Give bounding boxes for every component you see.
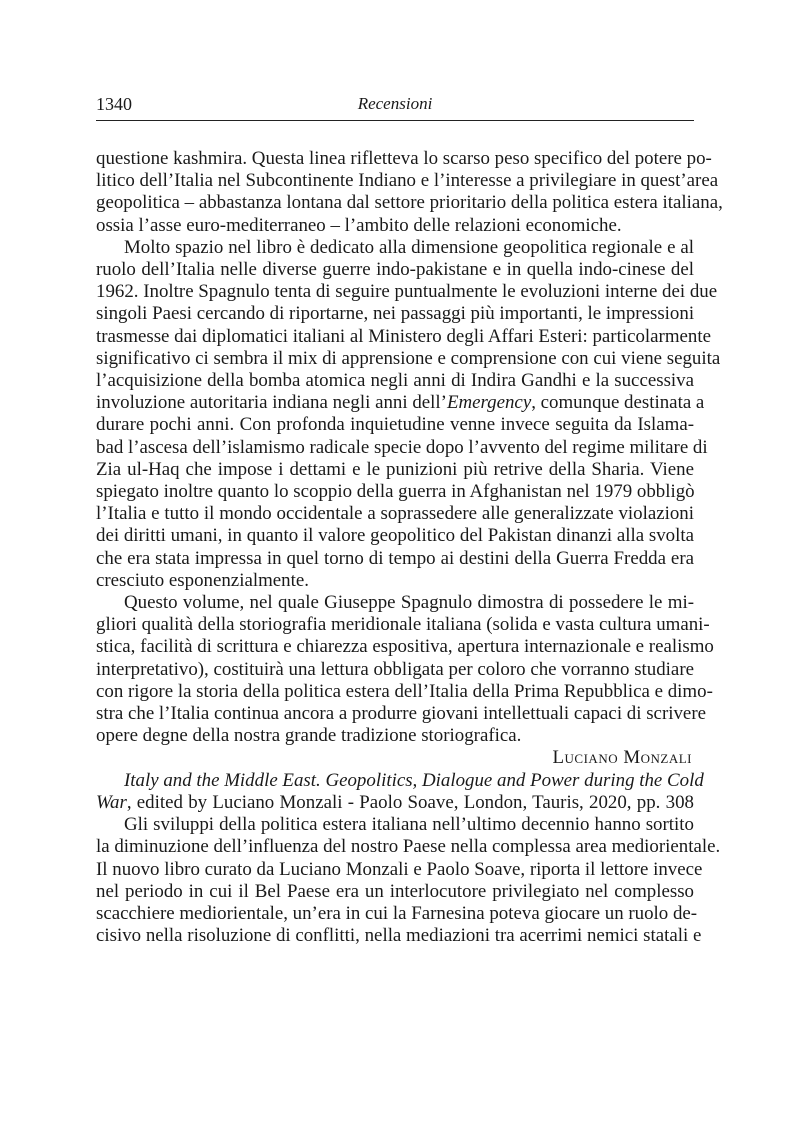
text-line: l’Italia e tutto il mondo occidentale a soprassedere alle generalizzate violazioni (96, 503, 694, 525)
book-title: Italy and the Middle East. Geopolitics, Dialogue and Power during the Cold (124, 769, 704, 791)
text-segment: involuzione autoritaria indiana negli anni dell’ (96, 392, 447, 414)
text-line: ruolo dell’Italia nelle diverse guerre indo-pakistane e in quella indo-cinese del (96, 259, 694, 281)
text-line (96, 392, 705, 414)
text-line: durare pochi anni. Con profonda inquietudine venne invece seguita da Islama- (96, 414, 694, 436)
text-line: trasmesse dai diplomatici italiani al Ministero degli Affari Esteri: particolarmente (96, 325, 711, 347)
text-segment: , comunque destinata a (531, 392, 705, 414)
text-line: interpretativo), costituirà una lettura obbligata per coloro che vorranno studiare (96, 658, 694, 680)
text-line: la diminuzione dell’influenza del nostro Paese nella complessa area mediorientale. (96, 836, 721, 858)
text-line: Gli sviluppi della politica estera italiana nell’ultimo decennio hanno sortito (124, 814, 694, 836)
text-line: Il nuovo libro curato da Luciano Monzali e Paolo Soave, riporta il lettore invece (96, 858, 703, 880)
paragraph-4 (96, 814, 721, 947)
text-line: dei diritti umani, in quanto il valore geopolitico del Pakistan dinanzi alla svolta (96, 525, 694, 547)
text-line: significativo ci sembra il mix di apprensione e comprensione con cui viene seguita (96, 347, 721, 369)
page-body (96, 148, 723, 947)
text-line: stica, facilità di scrittura e chiarezza espositiva, apertura internazionale e realismo (96, 636, 714, 658)
text-line: 1962. Inoltre Spagnulo tenta di seguire puntualmente le evoluzioni interne dei due (96, 281, 718, 303)
citation-details: , edited by Luciano Monzali - Paolo Soave, London, Tauris, 2020, pp. 308 (126, 791, 694, 813)
text-line: gliori qualità della storiografia meridionale italiana (solida e vasta cultura umani- (96, 614, 710, 636)
reviewer-signature: Luciano Monzali (552, 747, 692, 769)
text-line: con rigore la storia della politica estera dell’Italia della Prima Repubblica e dimo- (96, 680, 713, 702)
text-line: l’acquisizione della bomba atomica negli anni di Indira Gandhi e la successiva (96, 370, 694, 392)
text-line: stra che l’Italia continua ancora a produrre giovani intellettuali capaci di scrivere (96, 703, 706, 725)
paragraph-3 (96, 592, 714, 747)
text-line: singoli Paesi cercando di riportarne, nei passaggi più importanti, le impressioni (96, 303, 695, 325)
text-line: Zia ul-Haq che impose i dettami e le punizioni più retrive della Sharia. Viene (96, 458, 694, 480)
book-title-cont: War (96, 791, 127, 813)
text-line: cresciuto esponenzialmente. (96, 569, 309, 591)
emphasis-emergency: Emergency (446, 392, 532, 414)
text-line: questione kashmira. Questa linea rifletteva lo scarso peso specifico del potere po- (96, 148, 712, 169)
text-line: nel periodo in cui il Bel Paese era un interlocutore privilegiato nel complesso (96, 880, 694, 902)
text-line: litico dell’Italia nel Subcontinente Indiano e l’interesse a privilegiare in quest’area (96, 170, 719, 192)
text-line: Questo volume, nel quale Giuseppe Spagnulo dimostra di possedere le mi- (124, 592, 694, 614)
text-line: geopolitica – abbastanza lontana dal settore prioritario della politica estera italiana, (96, 192, 723, 214)
paragraph-2 (96, 236, 721, 592)
text-line: Molto spazio nel libro è dedicato alla dimensione geopolitica regionale e al (124, 236, 694, 258)
citation-line (96, 792, 694, 814)
text-line: spiegato inoltre quanto lo scoppio della guerra in Afghanistan nel 1979 obbligò (96, 481, 695, 503)
text-line: opere degne della nostra grande tradizione storiografica. (96, 725, 522, 747)
citation-line (96, 769, 704, 792)
text-line: scacchiere mediorientale, un’era in cui la Farnesina poteva giocare un ruolo de- (96, 902, 698, 924)
text-line: che era stata impressa in quel torno di tempo ai destini della Guerra Fredda era (96, 547, 694, 569)
text-line: ossia l’asse euro-mediterraneo – l’ambito delle relazioni economiche. (96, 214, 622, 236)
text-line: cisivo nella risoluzione di conflitti, nella mediazioni tra acerrimi nemici statali e (96, 925, 702, 947)
text-line: bad l’ascesa dell’islamismo radicale specie dopo l’avvento del regime militare di (96, 436, 708, 458)
page-header (96, 92, 694, 121)
paragraph-1 (96, 148, 723, 237)
book-citation (96, 769, 704, 814)
page-number: 1340 (96, 94, 132, 114)
running-head: Recensioni (357, 94, 433, 113)
